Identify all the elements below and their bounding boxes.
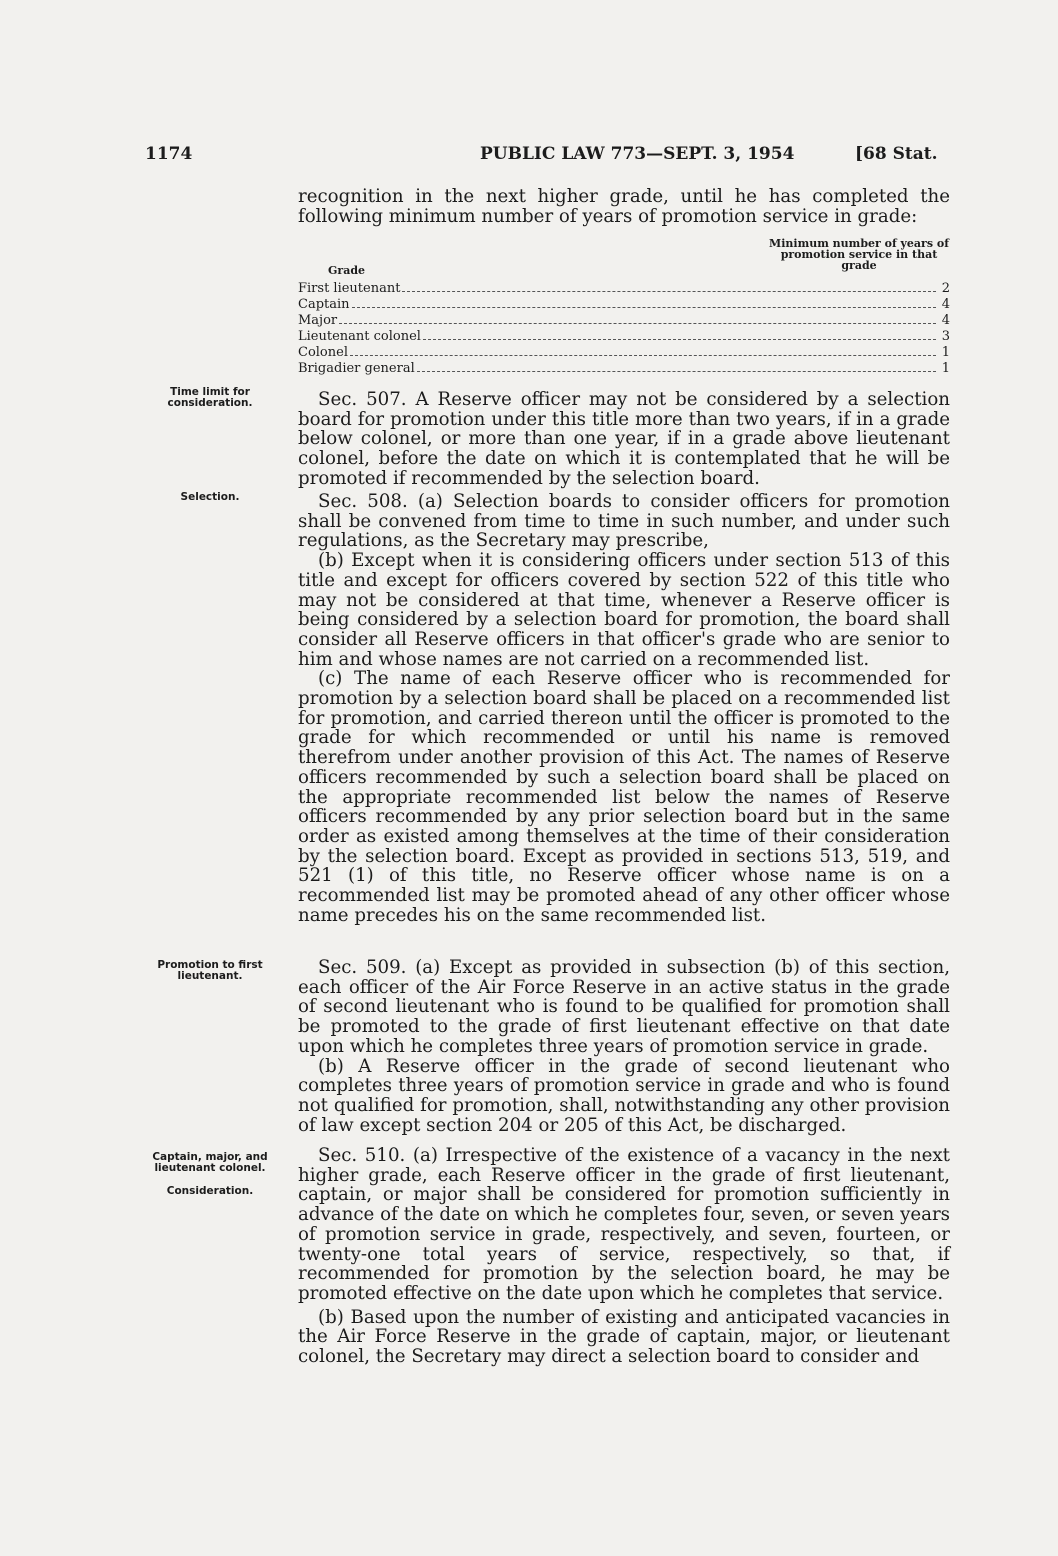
leader-dots — [352, 307, 936, 308]
intro-text: recognition in the next higher grade, until he has completed the following minimum number of years of promotion service in grade: — [298, 186, 950, 227]
page-title: PUBLIC LAW 773—SEPT. 3, 1954 — [480, 144, 795, 164]
leader-dots — [417, 371, 936, 372]
table-row — [298, 329, 950, 345]
grade-cell: Lieutenant colonel — [298, 329, 421, 344]
section-508c-text: (c) The name of each Reserve officer who is recommended for promotion by a selection board shall be placed on a recommended list for promotion, and carried thereon until the officer is promoted to the grade for which recommended or until his name is removed therefrom under another provision of this Act. The names of Reserve officers recommended by such a selection board shall be placed on the appropriate recommended list below the names of Reserve officers recommended by any prior selection board but in the same order as existed among themselves at the time of their consideration by the selection board. Except as provided in sections 513, 519, and 521 (1) of this title, no Reserve officer whose name is on a recommended list may be promoted ahead of any other officer whose name precedes his on the same recommended list. — [298, 668, 950, 926]
statute-reference: [68 Stat. — [855, 144, 938, 164]
section-507 — [298, 390, 950, 489]
margin-note-selection: Selection. — [180, 491, 240, 503]
section-508b-text: (b) Except when it is considering officers under section 513 of this title and except for officers covered by section 522 of this title who may not be considered at that time, whenever a Reserve officer is being considered by a selection board for promotion, the board shall consider all Reserve officers in that officer's grade who are senior to him and whose names are not carried on a recommended list. — [298, 550, 950, 670]
grade-cell: Captain — [298, 297, 350, 312]
grade-cell: Major — [298, 313, 338, 328]
leader-dots — [423, 339, 936, 340]
section-507-text: Sec. 507. A Reserve officer may not be considered by a selection board for promotion under this title more than two years, if in a grade below colonel, or more than one year, if in a grade above lieutenant colonel, before the date on which it is contemplated that he will be promoted if recommended by the selection board. — [298, 389, 950, 489]
years-cell: 1 — [941, 345, 950, 360]
margin-note-time-limit: Time limit for consideration. — [167, 386, 253, 409]
section-509a-text: Sec. 509. (a) Except as provided in subsection (b) of this section, each officer of the Air Force Reserve in an active status in the grade of second lieutenant who is found to be qualified for promotion shall be promoted to the grade of first lieutenant effective on that date upon which he completes three years of promotion service in grade. — [298, 957, 950, 1057]
leader-dots — [350, 355, 936, 356]
grade-cell: Brigadier general — [298, 361, 415, 376]
table-row — [298, 297, 950, 313]
years-cell: 2 — [941, 281, 950, 296]
section-508 — [298, 492, 950, 925]
section-510a-text: Sec. 510. (a) Irrespective of the existence of a vacancy in the next higher grade, each Reserve officer in the grade of first lieutenant, captain, or major shall be considered for promotion sufficiently in advance of the date on which he completes four, seven, or seven years of promotion service in grade, respectively, and seven, fourteen, or twenty-one total years of service, respectively, so that, if recommended for promotion by the selection board, he may be promoted effective on the date upon which he completes that service. — [298, 1145, 950, 1304]
intro-paragraph — [298, 187, 950, 226]
leader-dots — [339, 323, 936, 324]
years-cell: 3 — [941, 329, 950, 344]
years-cell: 1 — [941, 361, 950, 376]
table-row — [298, 345, 950, 361]
grade-cell: Colonel — [298, 345, 348, 360]
years-cell: 4 — [941, 313, 950, 328]
margin-note-promotion: Promotion to first lieutenant. — [157, 959, 263, 982]
section-508a-text: Sec. 508. (a) Selection boards to consider officers for promotion shall be convened from time to time in such number, and under such regulations, as the Secretary may prescribe, — [298, 491, 950, 552]
table-row — [298, 313, 950, 329]
years-cell: 4 — [941, 297, 950, 312]
grade-cell: First lieutenant — [298, 281, 401, 296]
table-header-years: Minimum number of years of promotion service in that grade — [769, 237, 949, 272]
section-510 — [298, 1146, 950, 1367]
table-header-grade: Grade — [328, 264, 366, 277]
margin-note-captain-major: Captain, major, and lieutenant colonel. — [152, 1151, 268, 1174]
margin-note-consideration: Consideration. — [166, 1185, 254, 1197]
section-510b-text: (b) Based upon the number of existing and anticipated vacancies in the Air Force Reserve in the grade of captain, major, or lieutenant colonel, the Secretary may direct a selection board to consider and — [298, 1306, 950, 1368]
leader-dots — [402, 291, 936, 292]
page-number: 1174 — [145, 144, 193, 164]
section-509 — [298, 958, 950, 1135]
table-row — [298, 281, 950, 297]
section-509b-text: (b) A Reserve officer in the grade of second lieutenant who completes three years of promotion service in grade and who is found not qualified for promotion, shall, notwithstanding any other provision of law except section 204 or 205 of this Act, be discharged. — [298, 1055, 950, 1136]
table-row — [298, 361, 950, 377]
